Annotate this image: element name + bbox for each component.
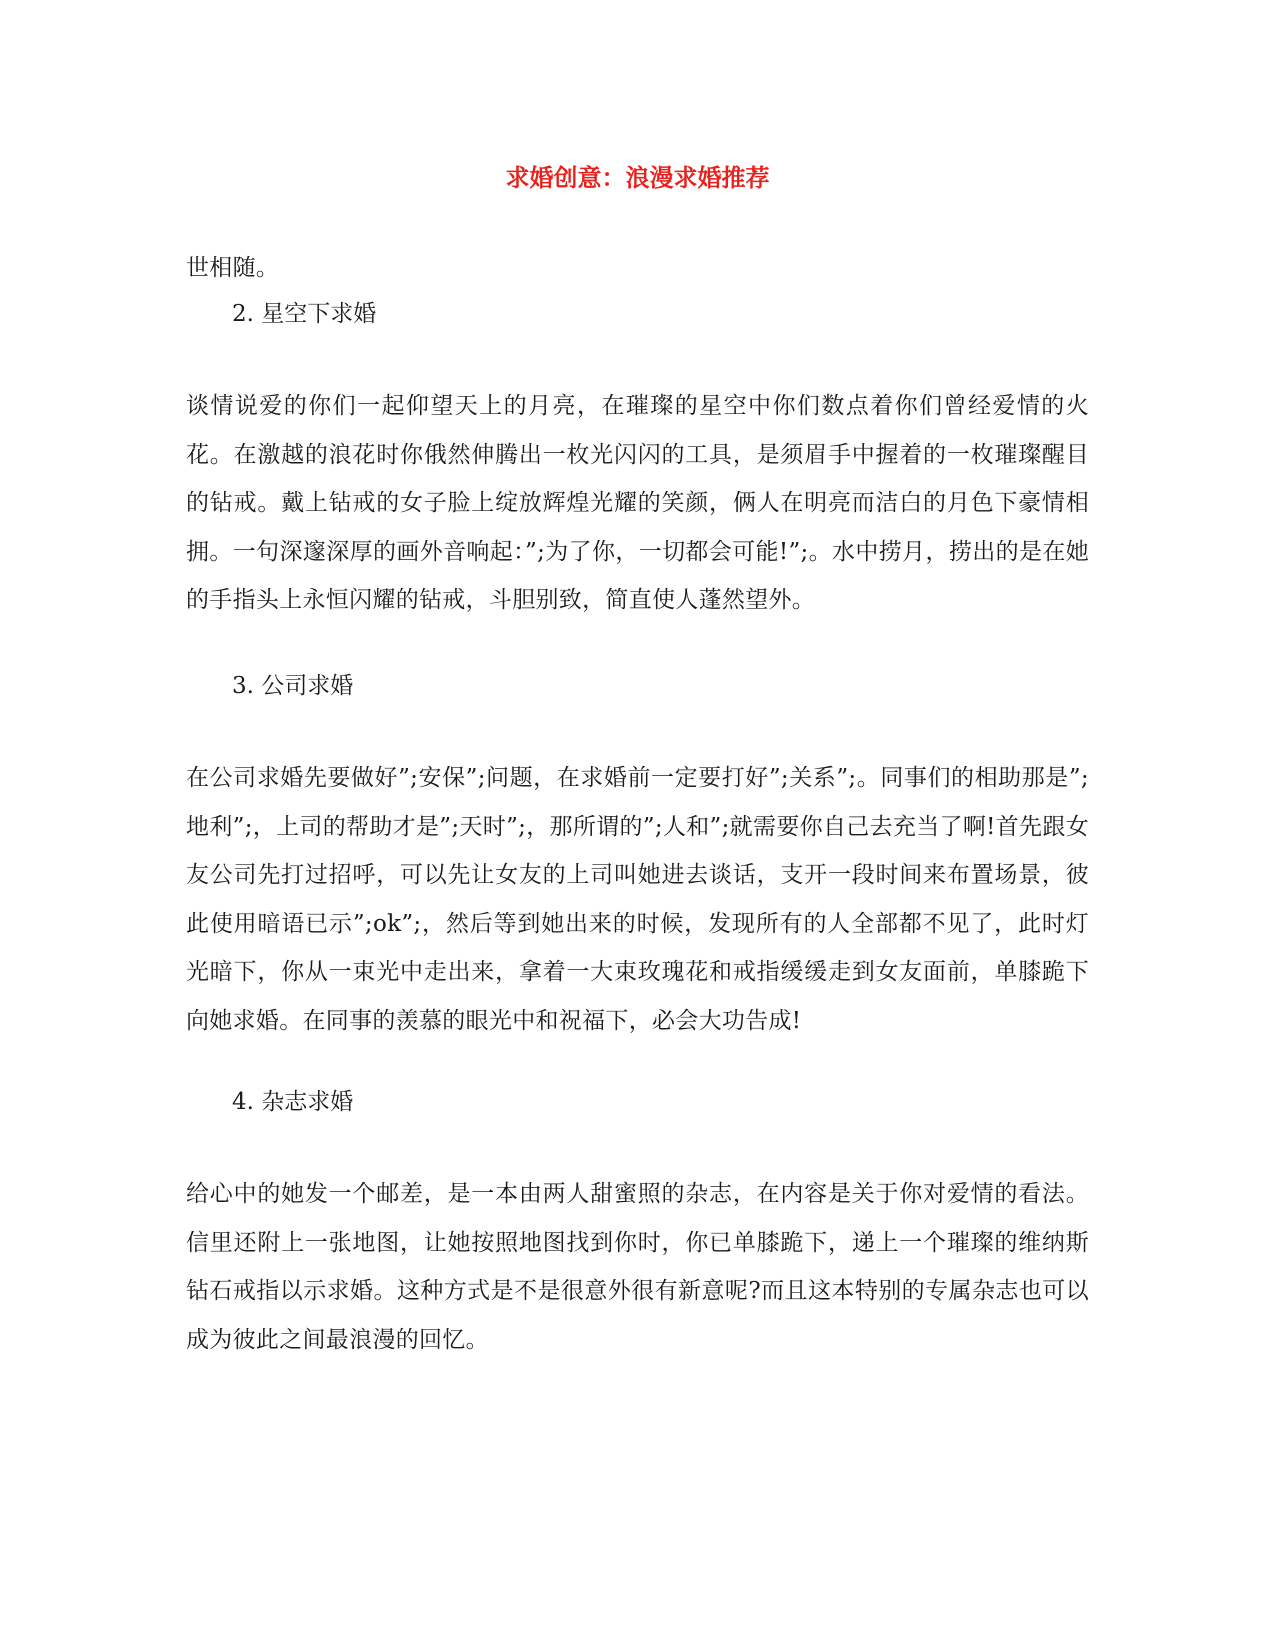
paragraph-company: 在公司求婚先要做好”;安保”;问题，在求婚前一定要打好”;关系”;。同事们的相助那是”;地利”;，上司的帮助才是”;天时”;，那所谓的”;人和”;就需要你自己去充当了啊!首先跟女友公司先打过招呼，可以先让女友的上司叫她进去谈话，支开一段时间来布置场景，彼此使用暗语已示”;ok”;，然后等到她出来的时候，发现所有的人全部都不见了，此时灯光暗下，你从一束光中走出来，拿着一大束玫瑰花和戒指缓缓走到女友面前，单膝跪下向她求婚。在同事的羡慕的眼光中和祝福下，必会大功告成! <box>186 765 1089 1034</box>
section-heading-starry-sky: 2. 星空下求婚 <box>232 301 377 327</box>
page-title: 求婚创意：浪漫求婚推荐 <box>505 163 770 192</box>
paragraph-starry-sky: 谈情说爱的你们一起仰望天上的月亮，在璀璨的星空中你们数点着你们曾经爱情的火花。在激越的浪花时你俄然伸腾出一枚光闪闪的工具，是须眉手中握着的一枚璀璨醒目的钻戒。戴上钻戒的女子脸上绽放辉煌光耀的笑颜，俩人在明亮而洁白的月色下豪情相拥。一句深邃深厚的画外音响起：”;为了你，一切都会可能!”;。水中捞月，捞出的是在她的手指头上永恒闪耀的钻戒，斗胆别致，简直使人蓬然望外。 <box>186 393 1089 613</box>
section-heading-magazine: 4. 杂志求婚 <box>232 1089 354 1115</box>
paragraph-magazine: 给心中的她发一个邮差，是一本由两人甜蜜照的杂志，在内容是关于你对爱情的看法。信里还附上一张地图，让她按照地图找到你时，你已单膝跪下，递上一个璀璨的维纳斯钻石戒指以示求婚。这种方式是不是很意外很有新意呢?而且这本特别的专属杂志也可以成为彼此之间最浪漫的回忆。 <box>186 1181 1089 1353</box>
section-heading-company: 3. 公司求婚 <box>232 673 354 699</box>
paragraph-continuation: 世相随。 <box>186 255 280 281</box>
